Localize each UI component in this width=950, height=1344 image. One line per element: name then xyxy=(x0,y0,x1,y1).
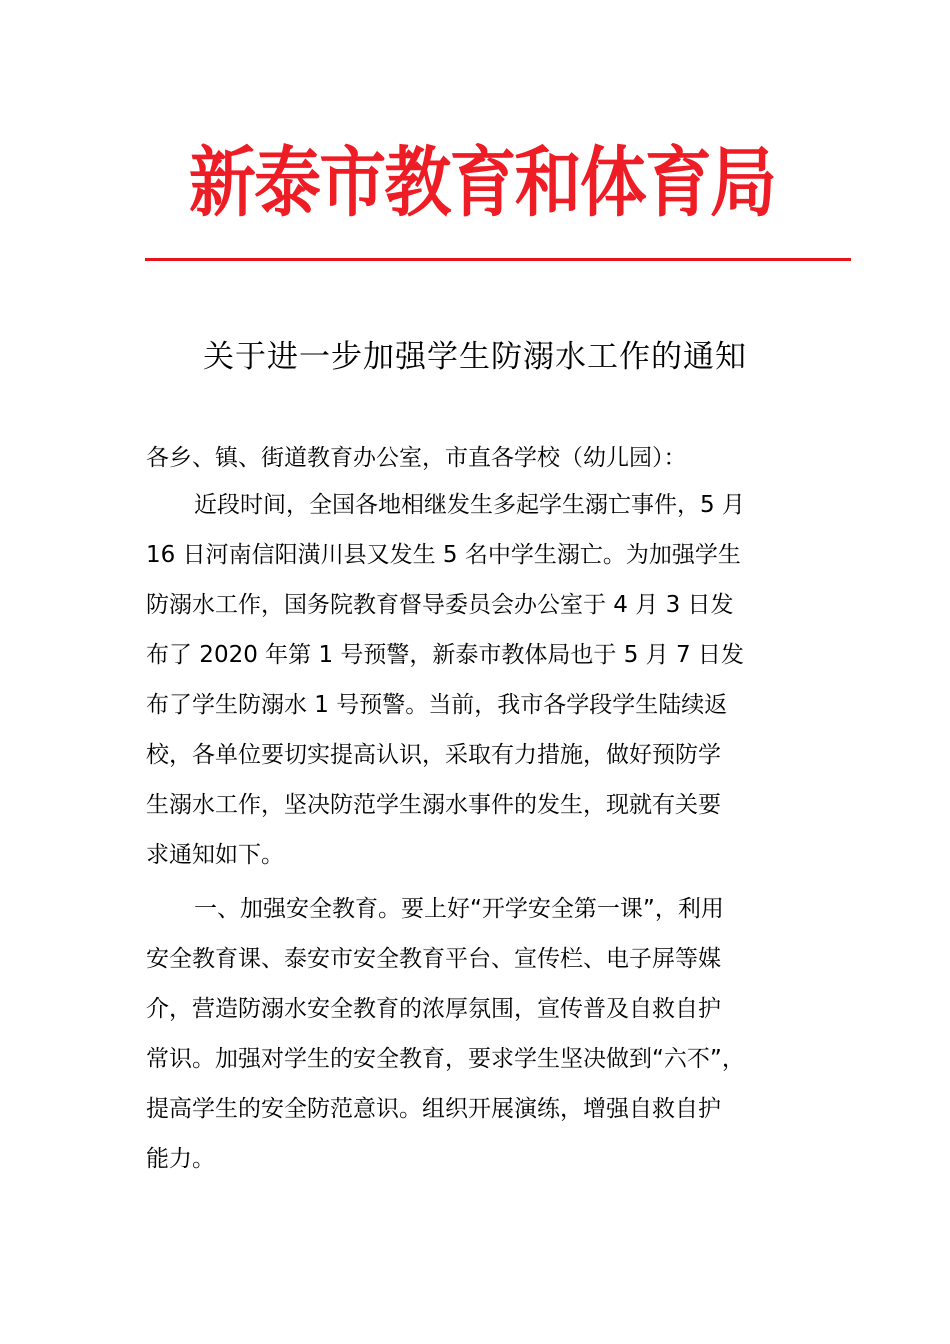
paragraph-line: 一、加强安全教育。要上好“开学安全第一课”，利用 xyxy=(194,896,724,922)
paragraph-line: 布了 2020 年第 1 号预警，新泰市教体局也于 5 月 7 日发 xyxy=(146,642,744,668)
paragraph-line: 生溺水工作，坚决防范学生溺水事件的发生，现就有关要 xyxy=(146,792,721,818)
paragraph-line: 安全教育课、泰安市安全教育平台、宣传栏、电子屏等媒 xyxy=(146,946,721,972)
letterhead-divider xyxy=(145,258,851,261)
paragraph-line: 能力。 xyxy=(146,1146,215,1172)
paragraph-line: 求通知如下。 xyxy=(146,842,284,868)
paragraph-line: 近段时间，全国各地相继发生多起学生溺亡事件，5 月 xyxy=(194,492,745,518)
paragraph-line: 常识。加强对学生的安全教育，要求学生坚决做到“六不”， xyxy=(146,1046,745,1072)
paragraph-line: 16 日河南信阳潢川县又发生 5 名中学生溺亡。为加强学生 xyxy=(146,542,741,568)
paragraph-line: 提高学生的安全防范意识。组织开展演练，增强自救自护 xyxy=(146,1096,721,1122)
letterhead-title: 新泰市教育和体育局 xyxy=(189,138,776,227)
salutation: 各乡、镇、街道教育办公室，市直各学校（幼儿园）： xyxy=(146,445,687,471)
paragraph-line: 介，营造防溺水安全教育的浓厚氛围，宣传普及自救自护 xyxy=(146,996,721,1022)
paragraph-1 xyxy=(146,480,826,880)
document-title: 关于进一步加强学生防溺水工作的通知 xyxy=(203,339,747,375)
paragraph-line: 防溺水工作，国务院教育督导委员会办公室于 4 月 3 日发 xyxy=(146,592,734,618)
paragraph-2 xyxy=(146,884,826,1184)
paragraph-line: 校，各单位要切实提高认识，采取有力措施，做好预防学 xyxy=(146,742,721,768)
paragraph-line: 布了学生防溺水 1 号预警。当前，我市各学段学生陆续返 xyxy=(146,692,728,718)
